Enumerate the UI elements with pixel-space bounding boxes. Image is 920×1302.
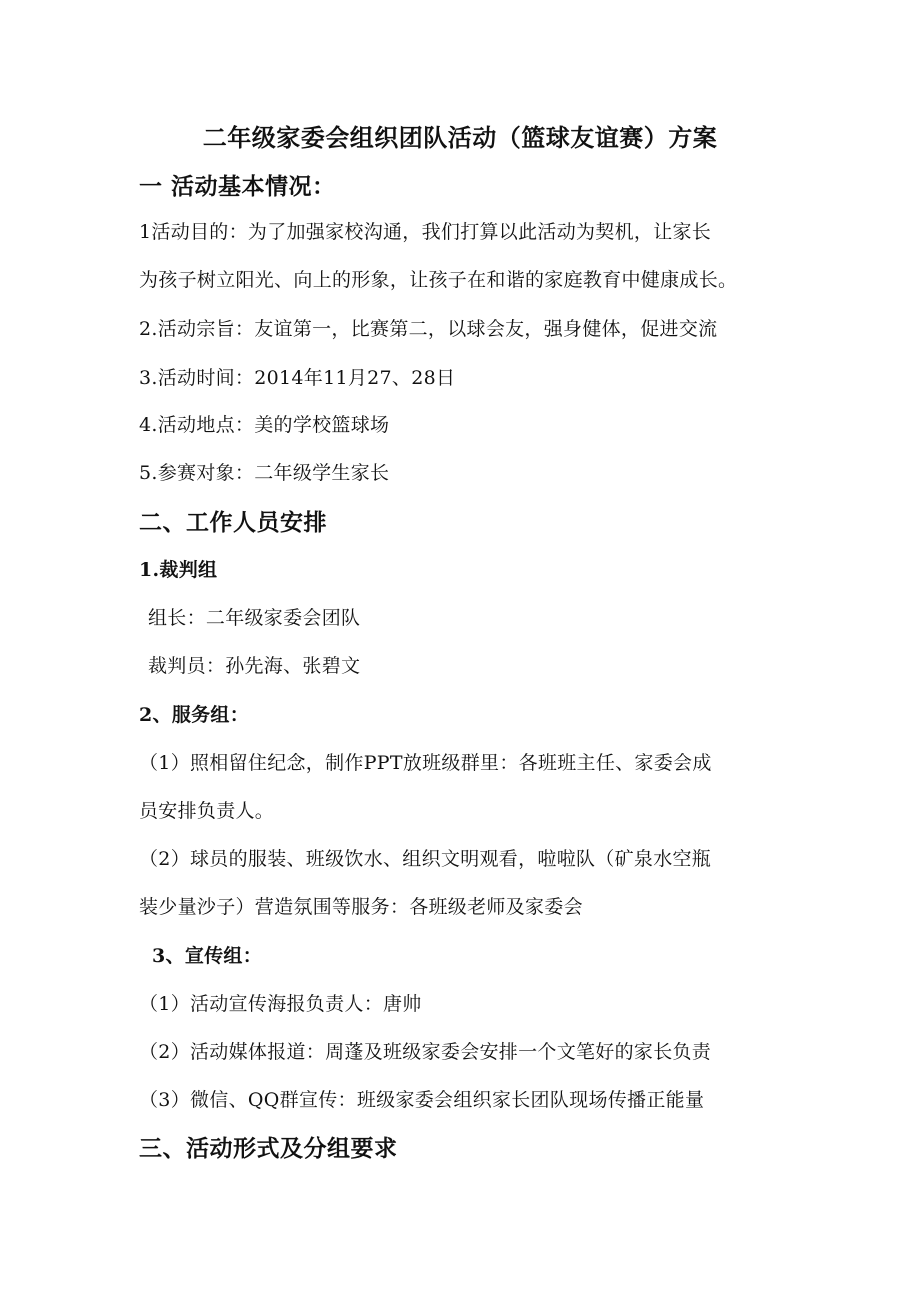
service-item-2-line-2: 装少量沙子）营造氛围等服务：各班级老师及家委会: [139, 896, 583, 918]
publicity-group-heading: 3、宣传组：: [152, 945, 263, 967]
purpose-line-2: 为孩子树立阳光、向上的形象，让孩子在和谐的家庭教育中健康成长。: [139, 269, 738, 291]
purpose-line-1: 1活动目的：为了加强家校沟通，我们打算以此活动为契机，让家长: [139, 221, 712, 243]
referees-line: 裁判员：孙先海、张碧文: [148, 655, 361, 677]
service-item-1-line-1: （1）照相留住纪念，制作PPT放班级群里：各班班主任、家委会成: [139, 752, 712, 774]
publicity-item-3: （3）微信、QQ群宣传：班级家委会组织家长团队现场传播正能量: [139, 1089, 705, 1111]
document-title: 二年级家委会组织团队活动（篮球友谊赛）方案: [202, 123, 718, 152]
publicity-item-1: （1）活动宣传海报负责人：唐帅: [139, 993, 422, 1015]
place-line: 4.活动地点：美的学校篮球场: [139, 414, 390, 436]
tenet-line: 2.活动宗旨：友谊第一，比赛第二，以球会友，强身健体，促进交流: [139, 318, 718, 340]
time-line: 3.活动时间：2014年11月27、28日: [139, 367, 456, 389]
referee-group-heading: 1.裁判组: [139, 559, 218, 581]
service-item-1-line-2: 员安排负责人。: [139, 800, 275, 822]
section-1-heading: 一 活动基本情况：: [139, 173, 336, 200]
participants-line: 5.参赛对象：二年级学生家长: [139, 462, 390, 484]
section-3-heading: 三、活动形式及分组要求: [139, 1135, 398, 1162]
service-item-2-line-1: （2）球员的服装、班级饮水、组织文明观看，啦啦队（矿泉水空瓶: [139, 848, 712, 870]
referee-leader-line: 组长：二年级家委会团队: [148, 607, 361, 629]
service-group-heading: 2、服务组：: [139, 704, 250, 726]
publicity-item-2: （2）活动媒体报道：周蓬及班级家委会安排一个文笔好的家长负责: [139, 1041, 712, 1063]
section-2-heading: 二、工作人员安排: [139, 509, 327, 536]
